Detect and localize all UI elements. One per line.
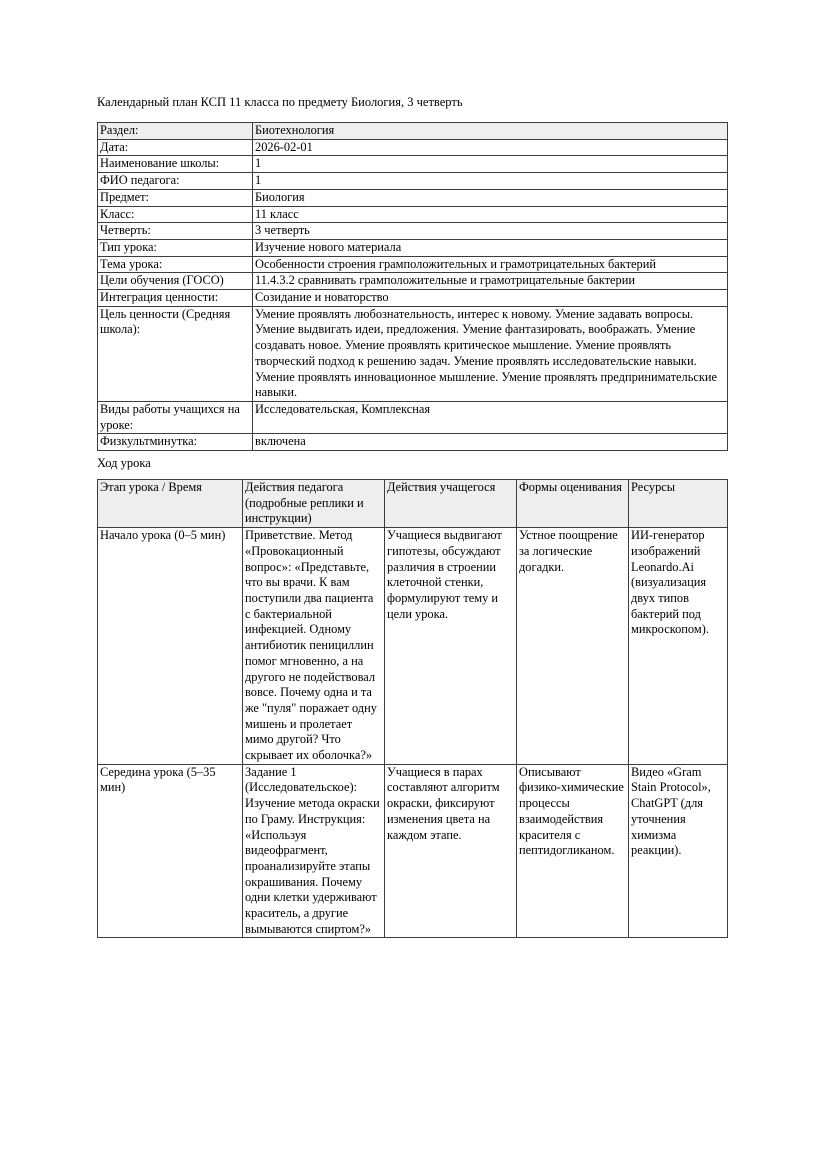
info-value: Исследовательская, Комплексная	[253, 401, 728, 433]
info-value: 2026-02-01	[253, 139, 728, 156]
info-label: Виды работы учащихся на уроке:	[98, 401, 253, 433]
table-header-row	[98, 480, 728, 528]
stage-cell: Середина урока (5–35 мин)	[98, 764, 243, 938]
info-label: Наименование школы:	[98, 156, 253, 173]
section-heading: Ход урока	[97, 456, 151, 471]
teacher-actions-cell: Приветствие. Метод «Провокационный вопрос»: «Представьте, что вы врачи. К вам поступили два пациента с бактериальной инфекцией. Одному антибиотик пенициллин помог мгновенно, а на другого не подействовал вовсе. Почему одна и та же "пуля" поражает одну мишень и пролетает мимо другой? Что скрывает их оболочка?»	[243, 528, 385, 765]
info-value: Особенности строения грамположительных и грамотрицательных бактерий	[253, 256, 728, 273]
resources-cell: Видео «Gram Stain Protocol», ChatGPT (для уточнения химизма реакции).	[629, 764, 728, 938]
info-label: Цель ценности (Средняя школа):	[98, 306, 253, 401]
info-value: 3 четверть	[253, 223, 728, 240]
column-header-stage: Этап урока / Время	[98, 480, 243, 528]
assessment-cell: Описывают физико-химические процессы взаимодействия красителя с пептидогликаном.	[517, 764, 629, 938]
info-value: Умение проявлять любознательность, интерес к новому. Умение задавать вопросы. Умение выдвигать идеи, предложения. Умение фантазировать, воображать. Умение создавать новое. Умение проявлять критическое мышление. Умение проявлять творческий подход к решению задач. Умение проявлять исследовательские навыки. Умение проявлять инновационное мышление. Умение проявлять предпринимательские навыки.	[253, 306, 728, 401]
table-row	[98, 239, 728, 256]
table-row	[98, 256, 728, 273]
column-header-resources: Ресурсы	[629, 480, 728, 528]
lesson-info-table	[97, 122, 728, 451]
info-value: Созидание и новаторство	[253, 290, 728, 307]
table-row	[98, 189, 728, 206]
table-row	[98, 434, 728, 451]
lesson-flow-table	[97, 479, 728, 938]
assessment-cell: Устное поощрение за логические догадки.	[517, 528, 629, 765]
info-label: Тип урока:	[98, 239, 253, 256]
student-actions-cell: Учащиеся в парах составляют алгоритм окраски, фиксируют изменения цвета на каждом этапе.	[385, 764, 517, 938]
info-label: Четверть:	[98, 223, 253, 240]
info-label: Класс:	[98, 206, 253, 223]
info-label: Дата:	[98, 139, 253, 156]
info-value: 11.4.3.2 сравнивать грамположительные и грамотрицательные бактерии	[253, 273, 728, 290]
table-row	[98, 528, 728, 765]
info-label: Интеграция ценности:	[98, 290, 253, 307]
table-row	[98, 139, 728, 156]
table-row	[98, 401, 728, 433]
table-row	[98, 123, 728, 140]
table-row	[98, 764, 728, 938]
resources-cell: ИИ-генератор изображений Leonardo.Ai (визуализация двух типов бактерий под микроскопом).	[629, 528, 728, 765]
info-label: Предмет:	[98, 189, 253, 206]
table-row	[98, 290, 728, 307]
stage-cell: Начало урока (0–5 мин)	[98, 528, 243, 765]
info-value: Биология	[253, 189, 728, 206]
table-row	[98, 306, 728, 401]
teacher-actions-cell: Задание 1 (Исследовательское): Изучение метода окраски по Граму. Инструкция: «Используя видеофрагмент, проанализируйте этапы окрашивания. Почему одни клетки удерживают краситель, а другие вымываются спиртом?»	[243, 764, 385, 938]
document-title: Календарный план КСП 11 класса по предмету Биология, 3 четверть	[97, 95, 463, 109]
info-label: Цели обучения (ГОСО)	[98, 273, 253, 290]
table-row	[98, 206, 728, 223]
info-value: 1	[253, 173, 728, 190]
column-header-teacher-actions: Действия педагога (подробные реплики и инструкции)	[243, 480, 385, 528]
info-value: 11 класс	[253, 206, 728, 223]
info-value: включена	[253, 434, 728, 451]
column-header-assessment: Формы оценивания	[517, 480, 629, 528]
student-actions-cell: Учащиеся выдвигают гипотезы, обсуждают различия в строении клеточной стенки, формулируют тему и цели урока.	[385, 528, 517, 765]
info-value: Изучение нового материала	[253, 239, 728, 256]
info-value: Биотехнология	[253, 123, 728, 140]
info-label: Физкультминутка:	[98, 434, 253, 451]
table-row	[98, 173, 728, 190]
info-value: 1	[253, 156, 728, 173]
info-label: Раздел:	[98, 123, 253, 140]
table-row	[98, 223, 728, 240]
info-label: Тема урока:	[98, 256, 253, 273]
table-row	[98, 273, 728, 290]
table-row	[98, 156, 728, 173]
info-label: ФИО педагога:	[98, 173, 253, 190]
column-header-student-actions: Действия учащегося	[385, 480, 517, 528]
